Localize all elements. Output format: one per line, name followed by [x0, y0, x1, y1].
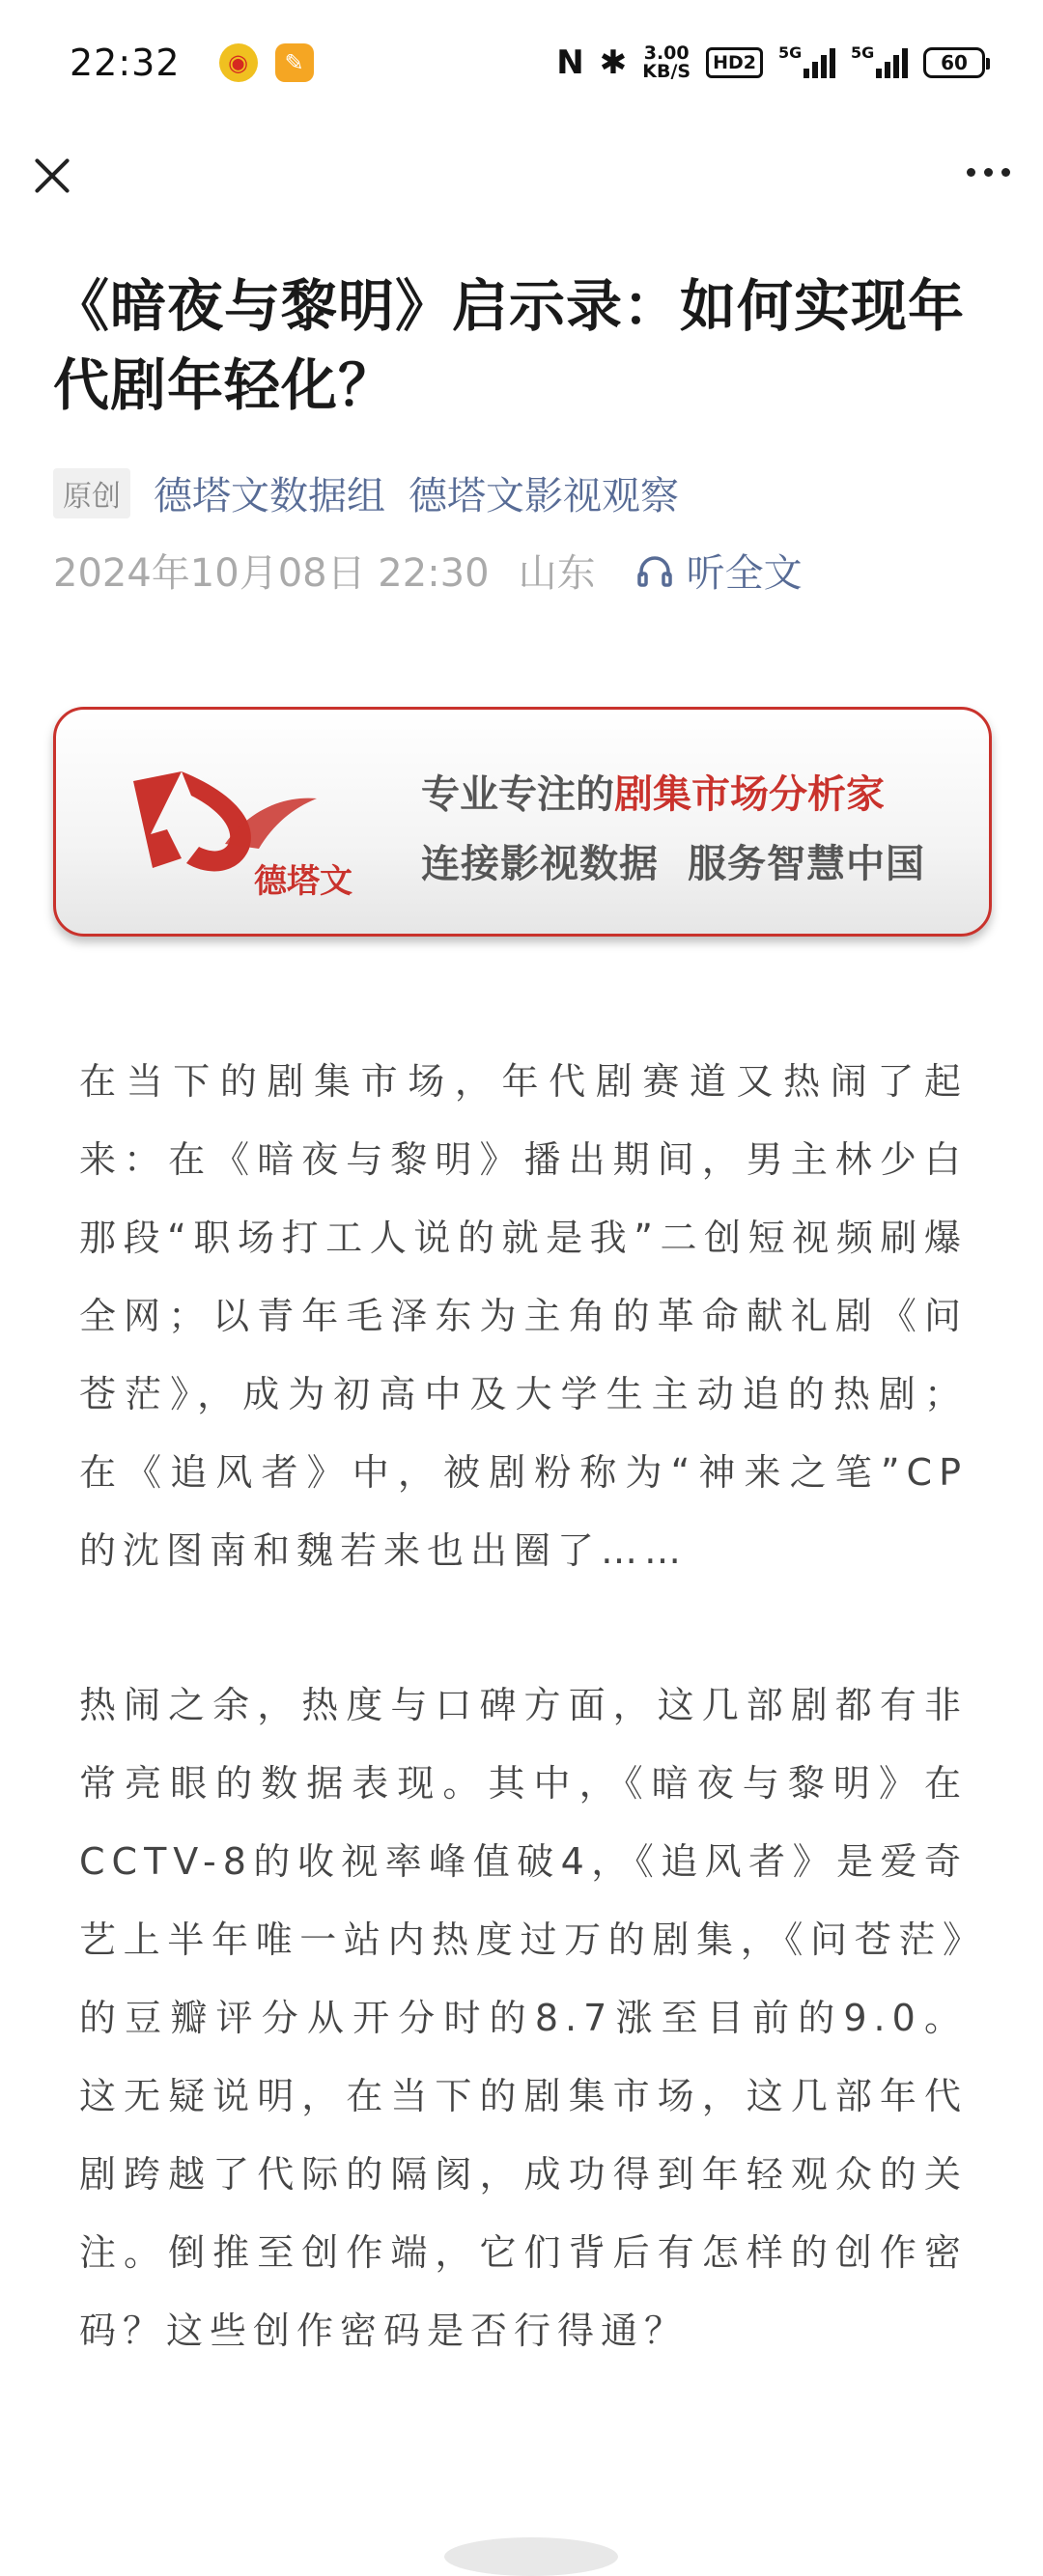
banner-logo-text: 德塔文: [254, 862, 352, 901]
battery-icon: 60: [923, 47, 985, 78]
account-link[interactable]: 德塔文影视观察: [409, 474, 679, 518]
hd-icon: HD2: [706, 47, 763, 78]
signal-icon: [778, 43, 835, 78]
original-badge: 原创: [53, 468, 130, 518]
listen-button[interactable]: [636, 543, 803, 598]
status-app-icons: [219, 43, 314, 82]
article-paragraph: 在当下的剧集市场，年代剧赛道又热闹了起来：在《暗夜与黎明》播出期间，男主林少白那段“职场打工人说的就是我”二创短视频刷爆全网；以青年毛泽东为主角的革命献礼剧《问苍茫》，成为初高中及大学生主动追的热剧；在《追风者》中，被剧粉称为“神来之笔”CP的沈图南和魏若来也出圈了……: [79, 1060, 968, 1572]
publish-datetime: 2024年10月08日 22:30: [53, 551, 490, 596]
status-indicators: [556, 43, 985, 82]
more-icon[interactable]: [967, 168, 1010, 177]
close-icon[interactable]: [29, 153, 75, 199]
network-speed-value: 3.00: [643, 42, 690, 64]
bluetooth-icon: ✱: [599, 43, 628, 82]
brand-banner: [53, 707, 992, 937]
signal-icon-2: [851, 43, 908, 78]
listen-label: 听全文: [686, 551, 803, 596]
network-speed-unit: KB/S: [642, 61, 691, 82]
banner-slogan-2: [421, 833, 925, 888]
banner-slogan-1-prefix: 专业专注的: [421, 772, 614, 817]
status-bar: [0, 0, 1043, 126]
article-title: 《暗夜与黎明》启示录：如何实现年代剧年轻化？: [53, 273, 966, 418]
sim1-label: 5G: [778, 43, 803, 62]
banner-slogan-2a: 连接影视数据: [421, 842, 659, 886]
top-nav-bar: [0, 126, 1043, 222]
network-speed: [642, 44, 691, 81]
sim2-label: 5G: [851, 43, 875, 62]
app-icon: ✎: [275, 43, 314, 82]
article-meta: [53, 543, 803, 598]
bottom-image-edge: [444, 2537, 618, 2576]
status-time: 22:32: [70, 42, 181, 84]
publish-location: 山东: [518, 551, 596, 596]
article-paragraph: 热闹之余，热度与口碑方面，这几部剧都有非常亮眼的数据表现。其中，《暗夜与黎明》在CCTV-8的收视率峰值破4，《追风者》是爱奇艺上半年唯一站内热度过万的剧集，《问苍茫》的豆瓣评分从开分时的8.7涨至目前的9.0。这无疑说明，在当下的剧集市场，这几部年代剧跨越了代际的隔阂，成功得到年轻观众的关注。倒推至创作端，它们背后有怎样的创作密码？这些创作密码是否行得通？: [79, 1684, 968, 2352]
banner-slogan-1: [421, 764, 885, 819]
banner-slogan-1-highlight: 剧集市场分析家: [614, 772, 885, 817]
nfc-icon: N: [556, 43, 584, 82]
weibo-icon: ◉: [219, 43, 258, 82]
byline: [53, 465, 679, 520]
author-link[interactable]: 德塔文数据组: [154, 474, 385, 518]
headphone-icon: [636, 553, 673, 588]
banner-slogan-2b: 服务智慧中国: [688, 842, 925, 886]
